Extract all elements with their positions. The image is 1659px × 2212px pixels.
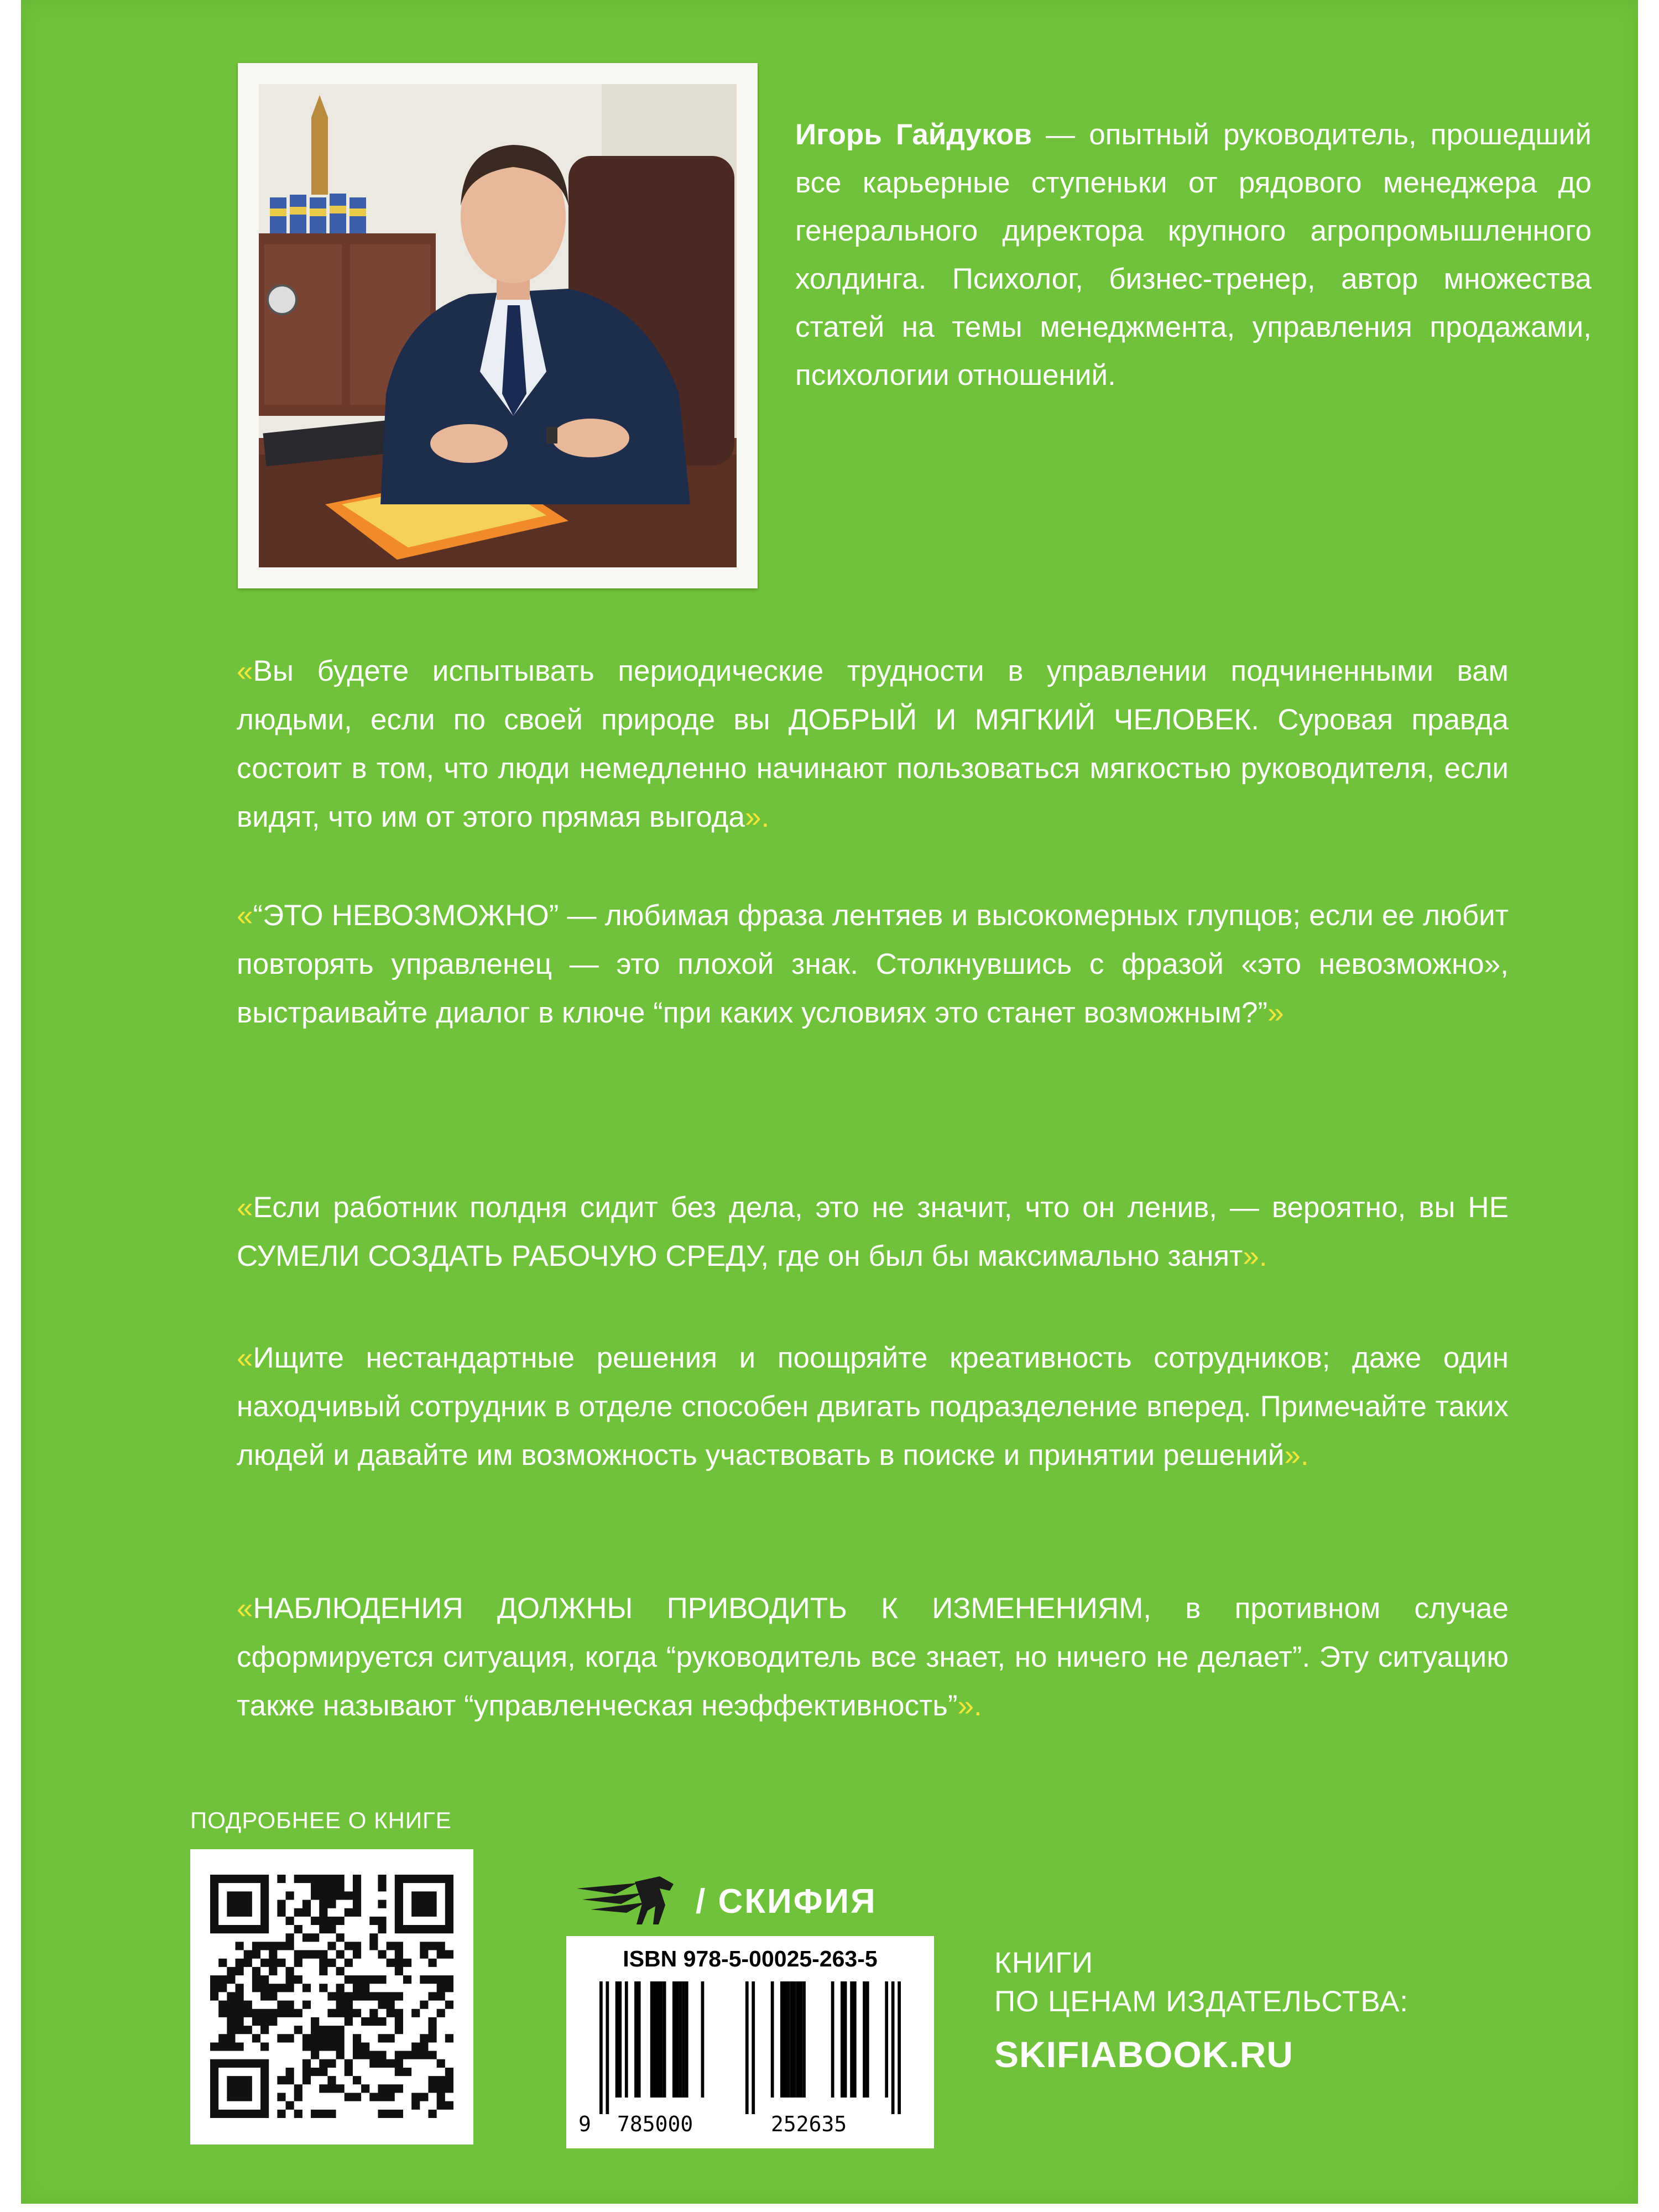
quote-3 bbox=[237, 1183, 1509, 1281]
author-photo-frame bbox=[238, 63, 758, 588]
quote-close-mark: ». bbox=[957, 1689, 982, 1722]
author-photo bbox=[259, 84, 737, 567]
qr-code-pattern bbox=[210, 1875, 453, 2118]
quote-close-mark: ». bbox=[1284, 1439, 1309, 1472]
barcode-digit-prefix: 9 bbox=[578, 2112, 591, 2136]
promo-block bbox=[994, 1944, 1408, 2075]
promo-url-link[interactable]: SKIFIABOOK.RU bbox=[994, 2034, 1293, 2075]
isbn-label: ISBN 978-5-00025-263-5 bbox=[623, 1946, 878, 1971]
publisher-name: / СКИФИЯ bbox=[696, 1882, 877, 1921]
quote-open-mark: « bbox=[237, 899, 253, 932]
quote-text: Вы будете испытывать периодические трудности в управлении подчиненными вам людьми, если по своей природе вы ДОБРЫЙ И МЯГКИЙ ЧЕЛОВЕК. Суровая правда состоит в том, что люди немедленно начинают пользоваться мягкостью руководителя, если видят, что им от этого прямая выгода bbox=[237, 655, 1509, 833]
quote-close-mark: » bbox=[1267, 997, 1284, 1029]
barcode bbox=[566, 1936, 934, 2148]
barcode-bars bbox=[599, 1981, 901, 2114]
quote-text: НАБЛЮДЕНИЯ ДОЛЖНЫ ПРИВОДИТЬ К ИЗМЕНЕНИЯМ, в противном случае сформируется ситуация, когда “руководитель все знает, но ничего не делает”. Эту ситуацию также называют “управленческая неэффективность” bbox=[237, 1592, 1509, 1722]
quote-close-mark: ». bbox=[744, 801, 770, 833]
quote-5 bbox=[237, 1584, 1509, 1730]
author-bio bbox=[795, 111, 1592, 399]
quote-open-mark: « bbox=[237, 1191, 253, 1224]
qr-code[interactable] bbox=[190, 1849, 473, 2145]
promo-line-2: ПО ЦЕНАМ ИЗДАТЕЛЬСТВА: bbox=[994, 1985, 1408, 2018]
barcode-digit-right: 252635 bbox=[771, 2112, 847, 2136]
horse-logo-icon bbox=[577, 1872, 687, 1927]
quote-text: Ищите нестандартные решения и поощряйте креативность сотрудников; даже один находчивый сотрудник в отделе способен двигать подразделение вперед. Примечайте таких людей и давайте им возможность участвовать в поиске и принятии решений bbox=[237, 1342, 1509, 1472]
more-about-book-label: ПОДРОБНЕЕ О КНИГЕ bbox=[190, 1807, 452, 1833]
quote-open-mark: « bbox=[237, 655, 253, 687]
book-back-cover bbox=[21, 0, 1638, 2204]
quote-open-mark: « bbox=[237, 1342, 253, 1374]
quote-4 bbox=[237, 1334, 1509, 1480]
author-name: Игорь Гайдуков bbox=[795, 118, 1032, 151]
quote-text: Если работник полдня сидит без дела, это не значит, что он ленив, — вероятно, вы НЕ СУМЕЛИ СОЗДАТЬ РАБОЧУЮ СРЕДУ, где он был бы максимально занят bbox=[237, 1191, 1509, 1272]
quote-open-mark: « bbox=[237, 1592, 253, 1625]
quote-close-mark: ». bbox=[1243, 1240, 1267, 1272]
publisher-mark bbox=[577, 1872, 936, 1933]
promo-line-1: КНИГИ bbox=[994, 1947, 1094, 1979]
barcode-digit-left: 785000 bbox=[617, 2112, 693, 2136]
quote-1 bbox=[237, 647, 1509, 842]
quote-2 bbox=[237, 891, 1509, 1037]
author-bio-text: — опытный руководитель, прошедший все карьерные ступеньки от рядового менеджера до генерального директора крупного агропромышленного холдинга. Психолог, бизнес-тренер, автор множества статей на темы менеджмента, управления продажами, психологии отношений. bbox=[795, 118, 1592, 392]
quote-text: “ЭТО НЕВОЗМОЖНО” — любимая фраза лентяев и высокомерных глупцов; если ее любит повторять управленец — это плохой знак. Столкнувшись с фразой «это невозможно», выстраивайте диалог в ключе “при каких условиях это станет возможным?” bbox=[237, 899, 1509, 1029]
